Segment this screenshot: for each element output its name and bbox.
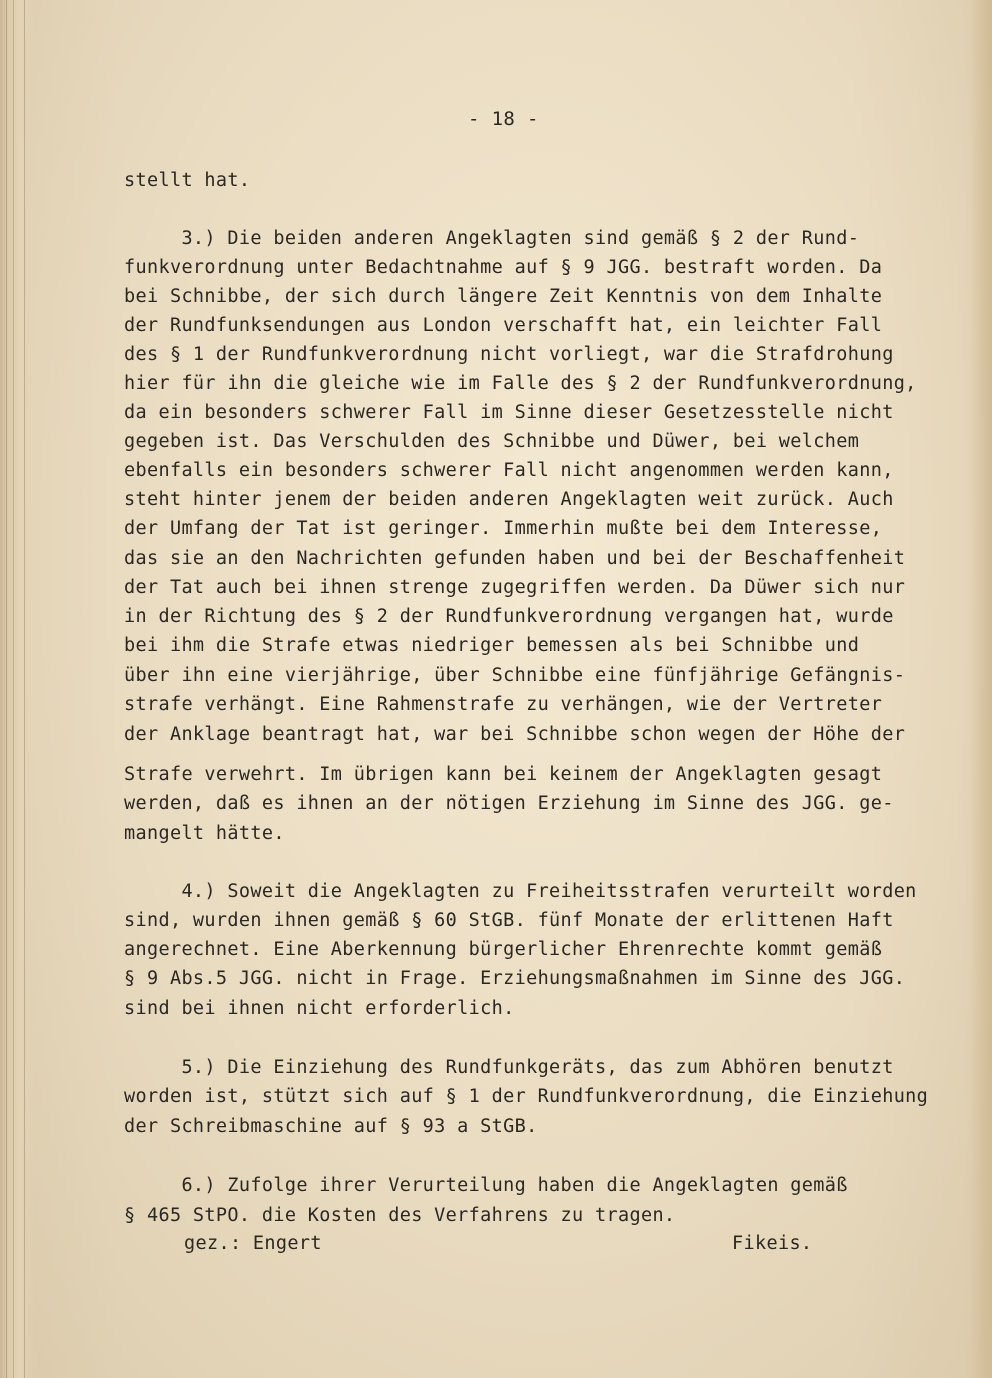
text-line: da ein besonders schwerer Fall im Sinne dieser Gesetzesstelle nicht (124, 402, 894, 423)
text-line: der Schreibmaschine auf § 93 a StGB. (124, 1116, 538, 1137)
text-line: in der Richtung des § 2 der Rundfunkverordnung vergangen hat, wurde (124, 606, 894, 627)
signature-left: gez.: Engert (184, 1233, 322, 1254)
text-line: ebenfalls ein besonders schwerer Fall nicht angenommen werden kann, (124, 460, 894, 481)
binding-edge (0, 0, 34, 1378)
binding-line (24, 0, 25, 1378)
text-line: bei ihm die Strafe etwas niedriger bemessen als bei Schnibbe und (124, 635, 860, 656)
text-line: stellt hat. (124, 170, 251, 191)
text-line: sind, wurden ihnen gemäß § 60 StGB. fünf Monate der erlittenen Haft (124, 910, 894, 931)
text-line: steht hinter jenem der beiden anderen Angeklagten weit zurück. Auch (124, 489, 894, 510)
text-line: des § 1 der Rundfunkverordnung nicht vorliegt, war die Strafdrohung (124, 344, 894, 365)
text-line: der Rundfunksendungen aus London verschafft hat, ein leichter Fall (124, 315, 883, 336)
text-line: bei Schnibbe, der sich durch längere Zeit Kenntnis von dem Inhalte (124, 286, 883, 307)
text-line: 4.) Soweit die Angeklagten zu Freiheitsstrafen verurteilt worden (124, 881, 917, 902)
text-line: das sie an den Nachrichten gefunden haben und bei der Beschaffenheit (124, 548, 906, 569)
page-number: - 18 - (468, 108, 539, 130)
text-line: gegeben ist. Das Verschulden des Schnibbe und Düwer, bei welchem (124, 431, 860, 452)
text-line: sind bei ihnen nicht erforderlich. (124, 998, 515, 1019)
text-line: der Umfang der Tat ist geringer. Immerhin mußte bei dem Interesse, (124, 518, 883, 539)
text-line: worden ist, stützt sich auf § 1 der Rundfunkverordnung, die Einziehung (124, 1086, 929, 1107)
text-line: funkverordnung unter Bedachtnahme auf § 9 JGG. bestraft worden. Da (124, 257, 883, 278)
text-line: über ihn eine vierjährige, über Schnibbe eine fünfjährige Gefängnis- (124, 665, 906, 686)
text-line: der Anklage beantragt hat, war bei Schnibbe schon wegen der Höhe der (124, 724, 906, 745)
text-line: 3.) Die beiden anderen Angeklagten sind gemäß § 2 der Rund- (124, 228, 860, 249)
page-right-edge (970, 0, 992, 1378)
text-line: werden, daß es ihnen an der nötigen Erziehung im Sinne des JGG. ge- (124, 793, 894, 814)
binding-line (13, 0, 14, 1378)
text-line: strafe verhängt. Eine Rahmenstrafe zu verhängen, wie der Vertreter (124, 694, 883, 715)
text-line: § 9 Abs.5 JGG. nicht in Frage. Erziehungsmaßnahmen im Sinne des JGG. (124, 968, 906, 989)
text-line: Strafe verwehrt. Im übrigen kann bei keinem der Angeklagten gesagt (124, 764, 883, 785)
text-line: hier für ihn die gleiche wie im Falle des § 2 der Rundfunkverordnung, (124, 373, 917, 394)
text-line: § 465 StPO. die Kosten des Verfahrens zu tragen. (124, 1205, 676, 1226)
text-line: der Tat auch bei ihnen strenge zugegriffen werden. Da Düwer sich nur (124, 577, 906, 598)
text-line: angerechnet. Eine Aberkennung bürgerlicher Ehrenrechte kommt gemäß (124, 939, 883, 960)
signature-right: Fikeis. (732, 1233, 813, 1254)
text-line: 6.) Zufolge ihrer Verurteilung haben die Angeklagten gemäß (124, 1175, 848, 1196)
text-line: mangelt hätte. (124, 823, 285, 844)
binding-line (6, 0, 7, 1378)
text-line: 5.) Die Einziehung des Rundfunkgeräts, das zum Abhören benutzt (124, 1057, 894, 1078)
